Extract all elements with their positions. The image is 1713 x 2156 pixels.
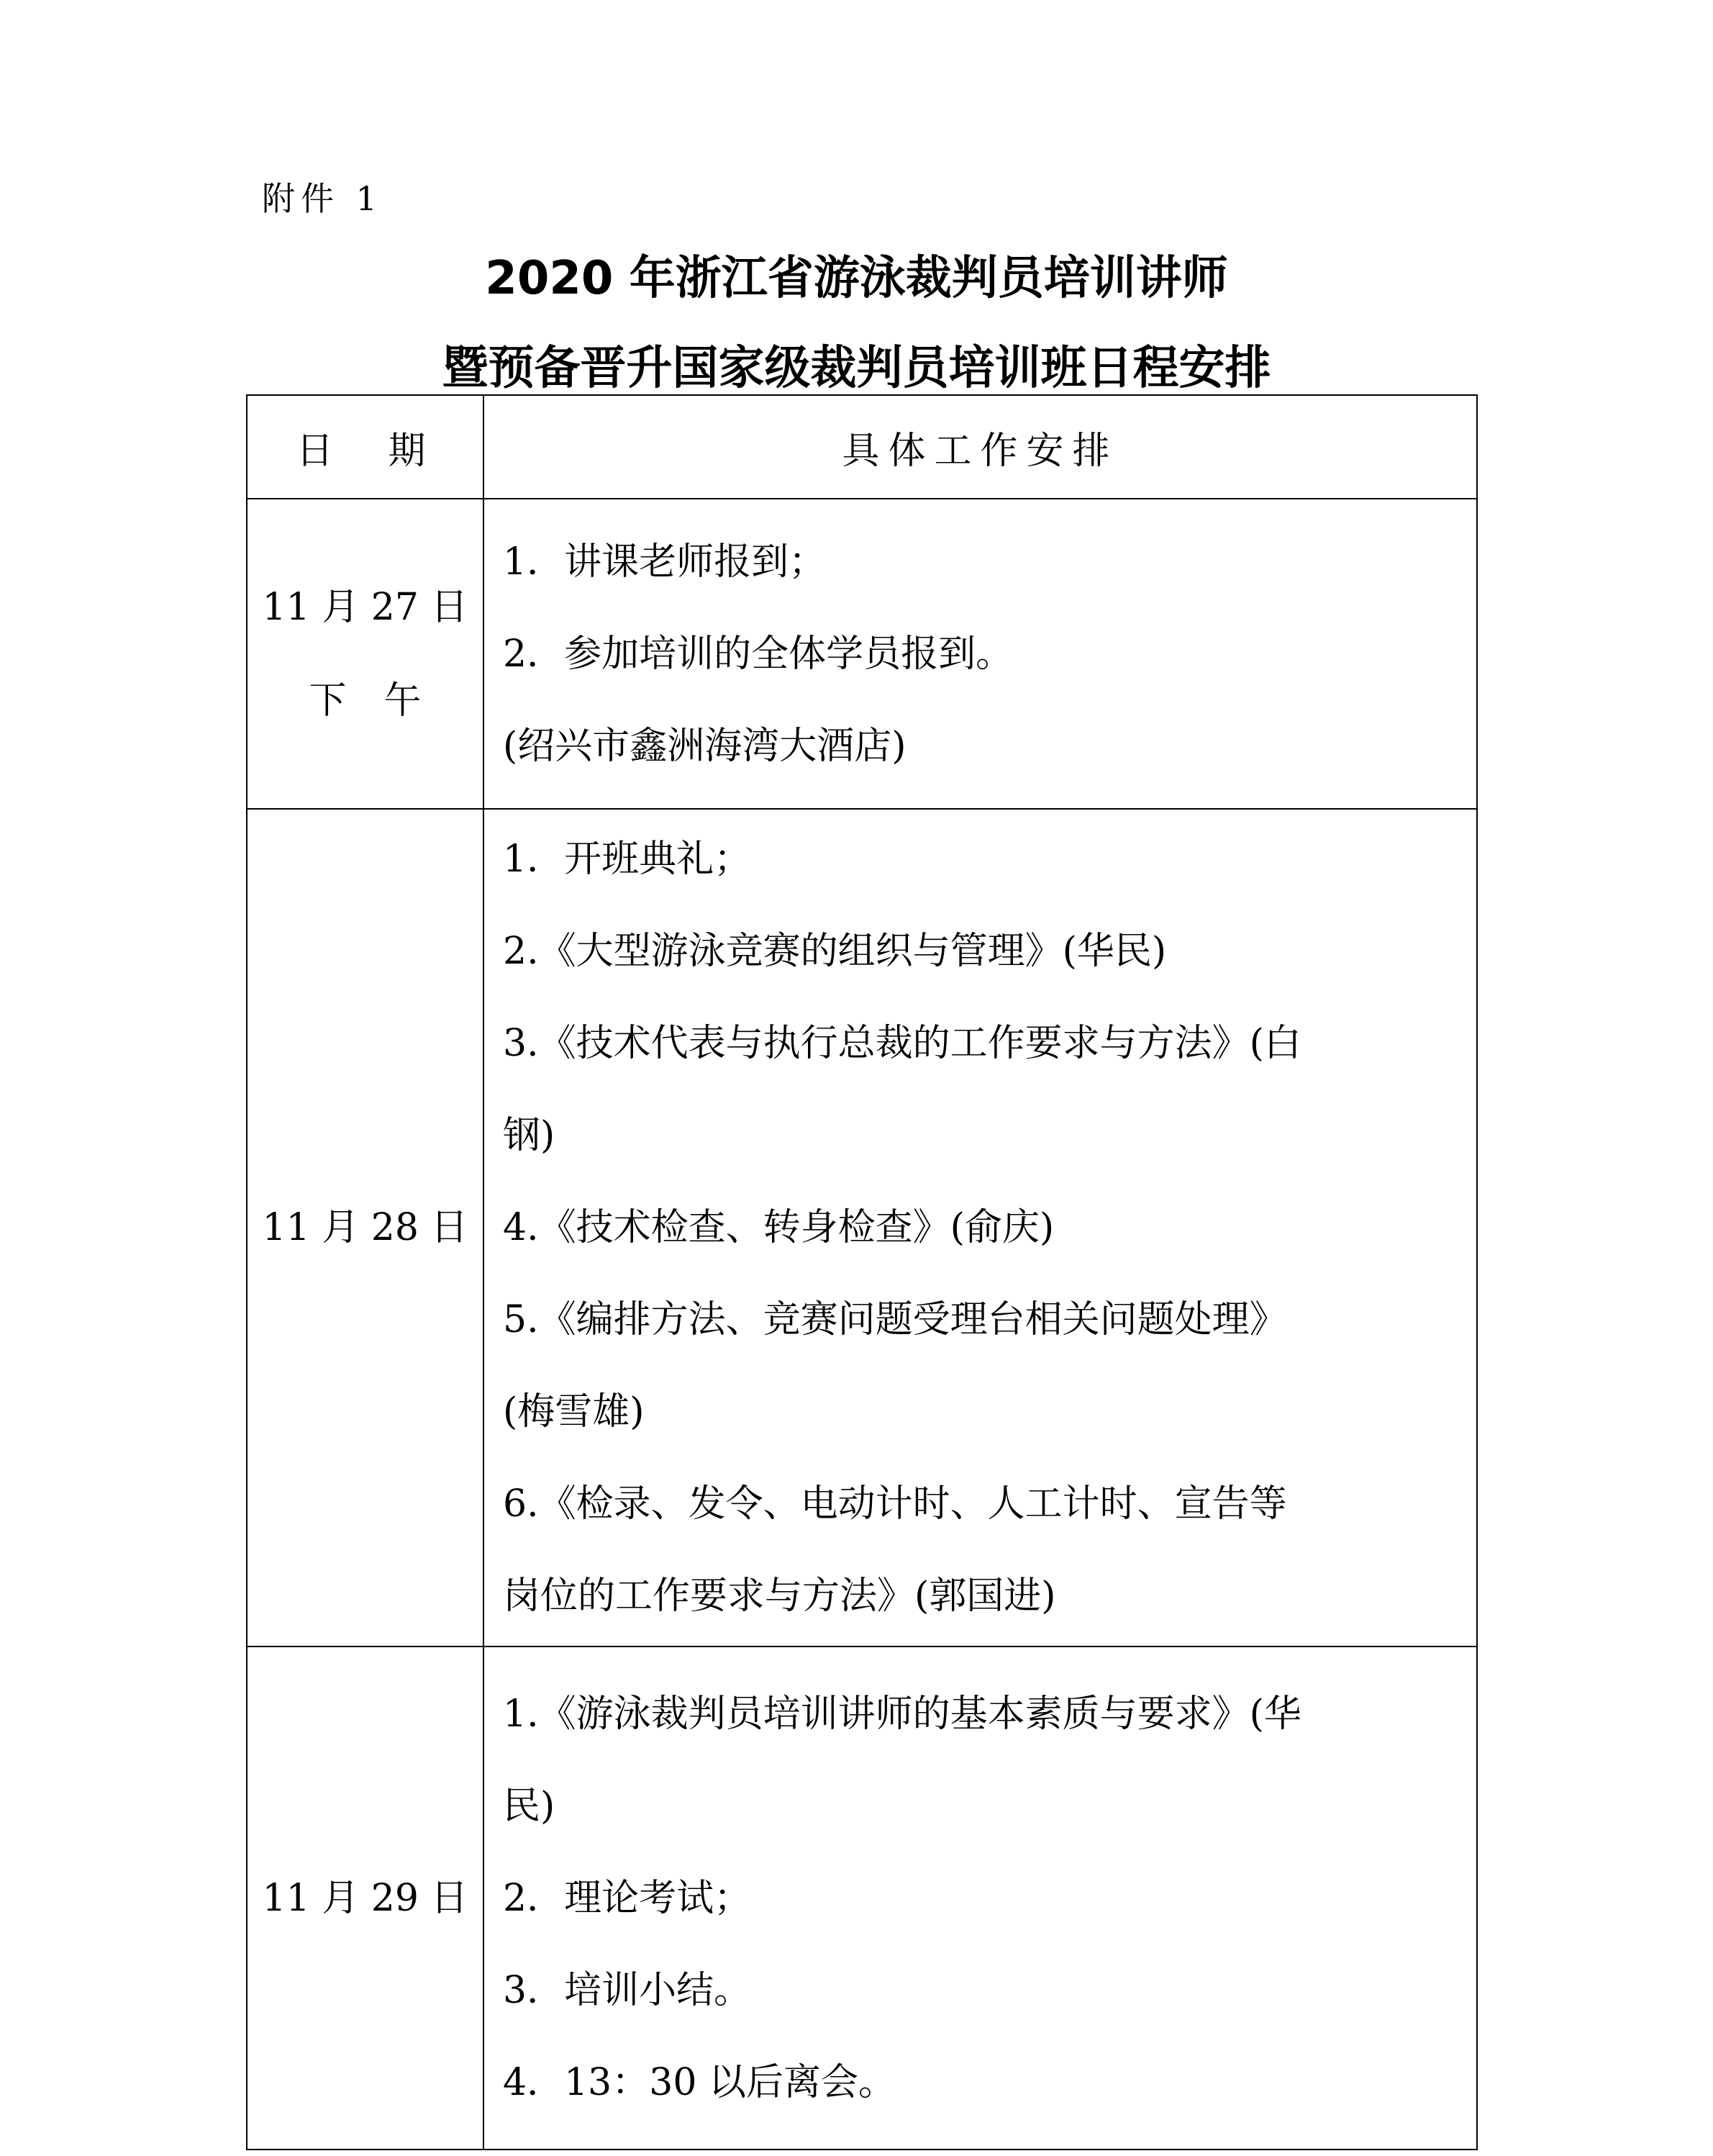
date-text: 11 月 27 日 (262, 585, 468, 629)
date-cell (247, 1647, 483, 2150)
document-title-line2: 暨预备晋升国家级裁判员培训班日程安排 (442, 342, 1271, 395)
date-text: 11 月 28 日 (262, 1206, 468, 1249)
schedule-line: 4.《技术检查、转身检查》(俞庆) (503, 1206, 1055, 1249)
schedule-line: 4．13：30 以后离会。 (503, 2060, 896, 2104)
schedule-line: 1.《游泳裁判员培训讲师的基本素质与要求》(华 (503, 1692, 1301, 1736)
date-text: 11 月 29 日 (262, 1876, 468, 1920)
schedule-cell (483, 809, 1477, 1647)
table-row (247, 499, 1477, 809)
schedule-line: 1．讲课老师报到； (503, 540, 827, 584)
schedule-line: 岗位的工作要求与方法》(郭国进) (503, 1575, 1056, 1618)
schedule-line: 1．开班典礼； (503, 838, 752, 881)
schedule-line: 3．培训小结。 (503, 1968, 752, 2012)
schedule-table (246, 394, 1478, 2150)
attachment-label: 附件 1 (262, 179, 383, 218)
schedule-cell (483, 1647, 1477, 2150)
schedule-line: 6.《检录、发令、电动计时、人工计时、宣告等 (503, 1482, 1287, 1526)
schedule-line: 2．理论考试； (503, 1876, 752, 1920)
schedule-line: 民) (503, 1784, 555, 1828)
table-row (247, 1647, 1477, 2150)
date-period: 下 午 (309, 679, 422, 723)
header-date: 日 期 (247, 395, 483, 499)
schedule-line: (绍兴市鑫洲海湾大酒店) (503, 724, 907, 768)
table-header-row (247, 395, 1477, 499)
date-cell (247, 809, 483, 1647)
schedule-line: 2．参加培训的全体学员报到。 (503, 632, 1014, 676)
schedule-line: 3.《技术代表与执行总裁的工作要求与方法》(白 (503, 1022, 1301, 1065)
schedule-line: (梅雪雄) (503, 1390, 645, 1433)
table-row (247, 809, 1477, 1647)
schedule-line: 钢) (503, 1114, 555, 1157)
schedule-cell (483, 499, 1477, 809)
schedule-line: 2.《大型游泳竞赛的组织与管理》(华民) (503, 930, 1167, 973)
header-work-arrangement: 具体工作安排 (483, 395, 1477, 499)
schedule-line: 5.《编排方法、竞赛问题受理台相关问题处理》 (503, 1298, 1287, 1341)
date-cell (247, 499, 483, 809)
document-title-line1: 2020 年浙江省游泳裁判员培训讲师 (485, 252, 1228, 305)
